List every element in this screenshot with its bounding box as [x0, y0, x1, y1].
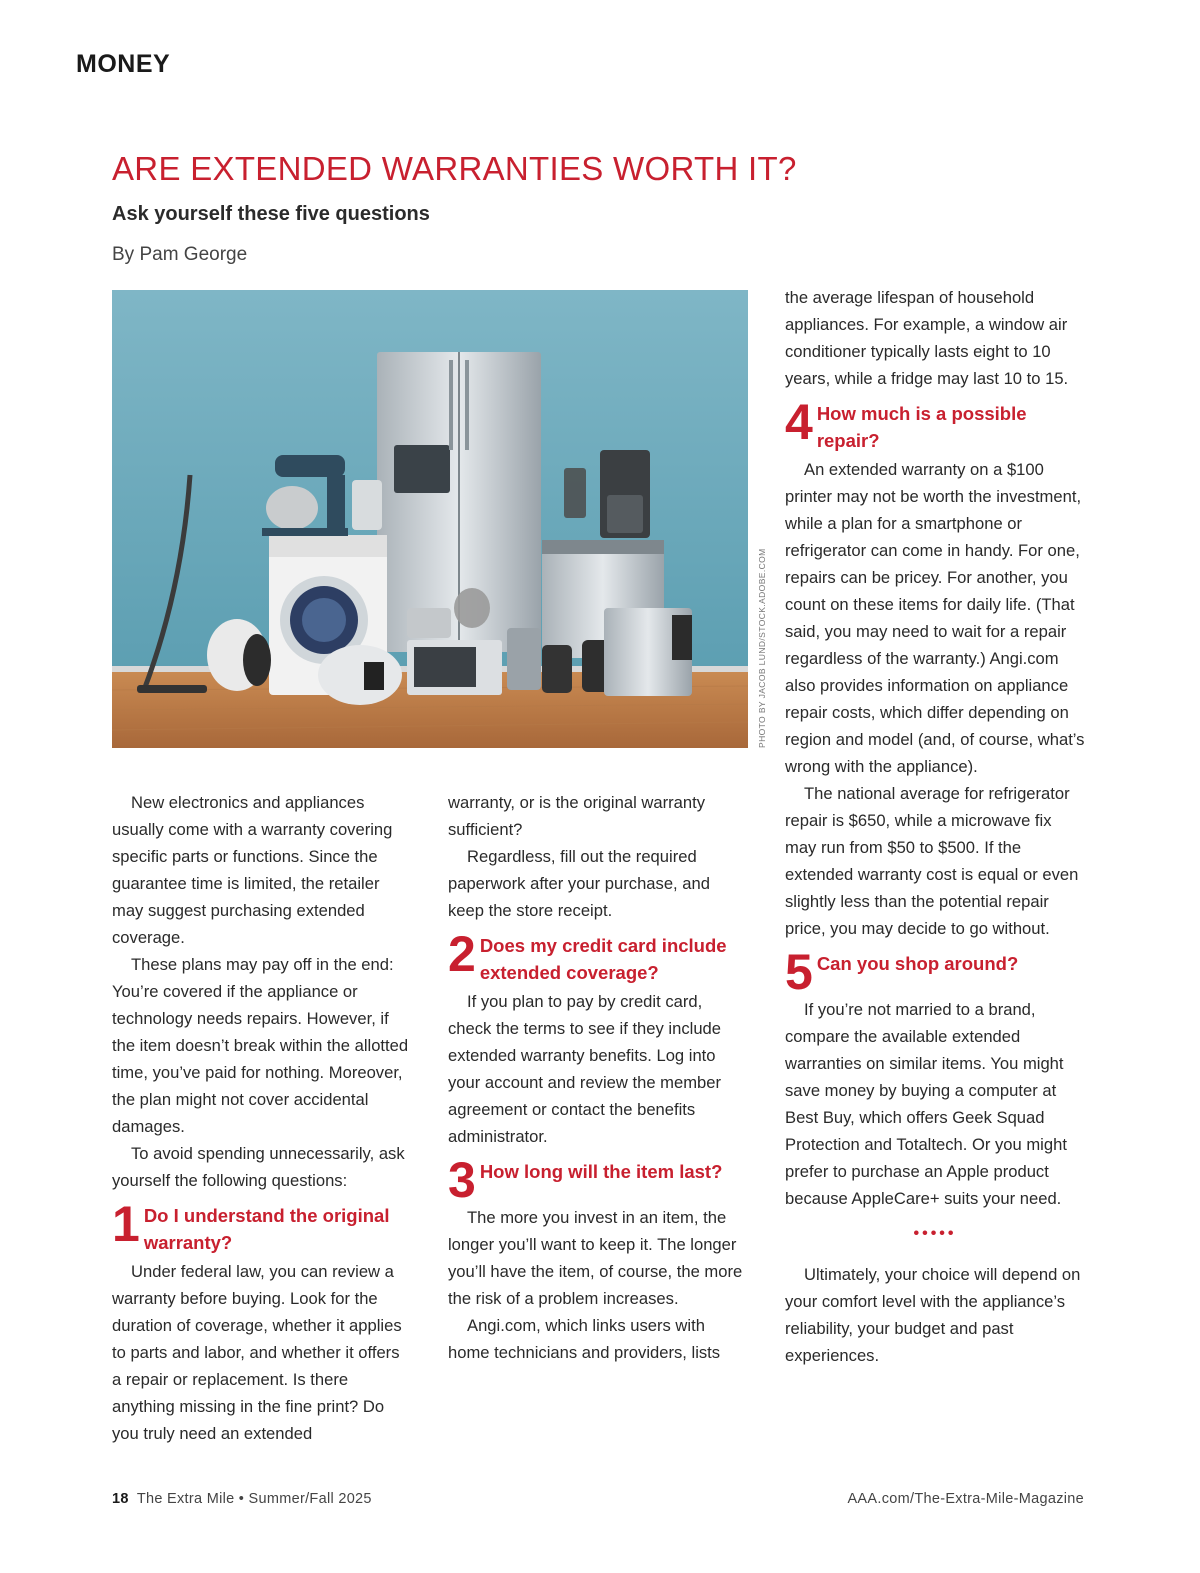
appliances-photo [112, 290, 748, 748]
question-5-heading [785, 944, 1085, 1000]
column-3 [785, 284, 1085, 1369]
article-subtitle: Ask yourself these five questions [112, 203, 430, 225]
question-2-heading [448, 926, 748, 986]
question-4-heading [785, 394, 1085, 454]
section-label: MONEY [76, 50, 171, 78]
intro-paragraph-1: New electronics and appliances usually come with a warranty covering specific parts or functions. Since the guarantee time is limited, the retailer may suggest purchasing extended coverage. [112, 793, 393, 947]
question-4-body-2: The national average for refrigerator repair is $650, while a microwave fix may run from $50 to $500. If the extended warranty cost is equal or even slightly less than the potential repair price, you may decide to go without. [785, 784, 1079, 938]
question-1-number: 1 [112, 1196, 140, 1252]
section-divider: ••••• [913, 1225, 957, 1242]
question-2-body: If you plan to pay by credit card, check the terms to see if they include extended warranty benefits. Log into your account and review the member agreement or contact the benefits administrator. [448, 992, 722, 1146]
question-1-body: Under federal law, you can review a warranty before buying. Look for the duration of coverage, whether it applies to parts and labor, and whether it offers a repair or replacement. Is there anything missing in the fine print? Do you truly need an extended [112, 1262, 402, 1443]
question-4-body: An extended warranty on a $100 printer may not be worth the investment, while a plan for a smartphone or refrigerator can come in handy. For one, repairs can be pricey. For another, you count on these items for daily life. (That said, you may need to wait for a repair regardless of the warranty.) Angi.com also provides information on appliance repair costs, which differ depending on region and model (and, of course, what’s wrong with the appliance). [785, 460, 1085, 776]
question-3-heading [448, 1152, 748, 1208]
question-5-number: 5 [785, 944, 813, 1000]
byline: By Pam George [112, 244, 248, 265]
intro-paragraph-3: To avoid spending unnecessarily, ask yourself the following questions: [112, 1144, 405, 1190]
closing-paragraph: Ultimately, your choice will depend on your comfort level with the appliance’s reliability, your budget and past experiences. [785, 1265, 1081, 1365]
question-5-body: If you’re not married to a brand, compare the available extended warranties on similar items. You might save money by buying a computer at Best Buy, which offers Geek Squad Protection and Totaltech. Or you might prefer to purchase an Apple product because AppleCare+ suits your need. [785, 1000, 1067, 1208]
column-1 [112, 789, 412, 1447]
photo-credit: PHOTO BY JACOB LUND/STOCK.ADOBE.COM [757, 548, 767, 748]
question-1-body-2: Regardless, fill out the required paperwork after your purchase, and keep the store receipt. [448, 847, 710, 920]
question-3-continued: the average lifespan of household appliances. For example, a window air conditioner typically lasts eight to 10 years, while a fridge may last 10 to 15. [785, 288, 1069, 388]
question-4-number: 4 [785, 394, 813, 450]
question-1-continued: warranty, or is the original warranty sufficient? [448, 793, 705, 839]
publication-name: The Extra Mile • Summer/Fall 2025 [136, 1491, 372, 1507]
question-2-number: 2 [448, 926, 476, 982]
question-3-body: The more you invest in an item, the longer you’ll want to keep it. The longer you’ll have the item, of course, the more the risk of a problem increases. [448, 1208, 743, 1308]
footer-url[interactable]: AAA.com/The-Extra-Mile-Magazine [847, 1491, 1084, 1507]
intro-paragraph-2: These plans may pay off in the end: You’re covered if the appliance or technology needs repairs. However, if the item doesn’t break within the allotted time, you’ve paid for nothing. Moreover, the plan might not cover accidental damages. [112, 955, 409, 1136]
question-4-text: How much is a possible repair? [816, 403, 1027, 451]
column-2 [448, 789, 748, 1366]
question-3-number: 3 [448, 1152, 476, 1208]
question-5-text: Can you shop around? [816, 953, 1019, 974]
footer-publication [112, 1491, 372, 1507]
question-1-heading [112, 1196, 412, 1256]
question-2-text: Does my credit card include extended coverage? [479, 935, 727, 983]
question-3-body-2: Angi.com, which links users with home technicians and providers, lists [448, 1316, 721, 1362]
article-title: ARE EXTENDED WARRANTIES WORTH IT? [112, 150, 797, 187]
question-3-text: How long will the item last? [479, 1161, 723, 1182]
question-1-text: Do I understand the original warranty? [143, 1205, 390, 1253]
page-number: 18 [112, 1491, 129, 1507]
